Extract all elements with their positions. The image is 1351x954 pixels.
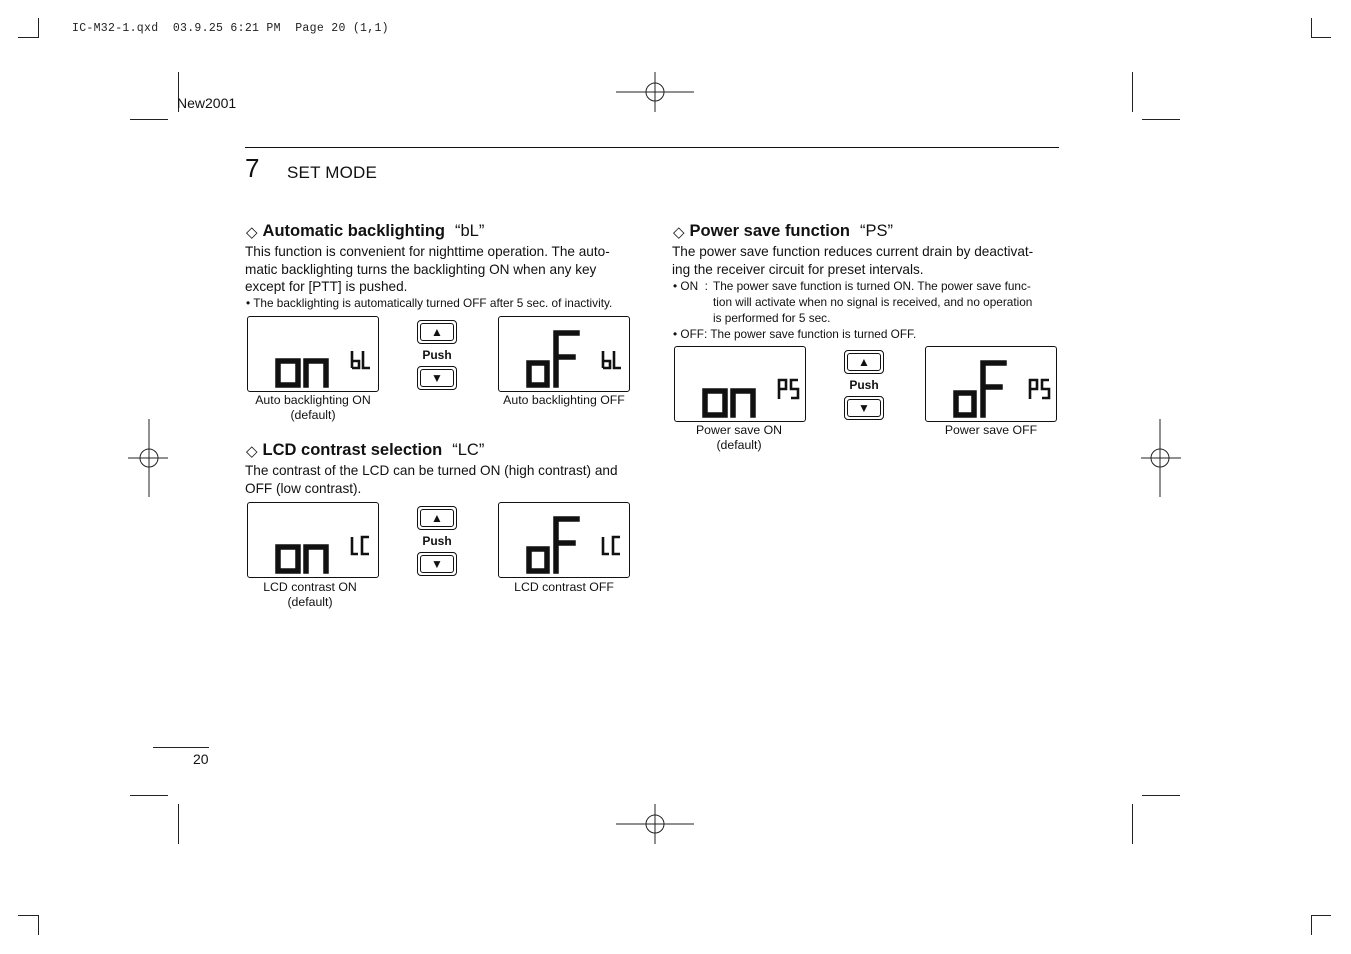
bullet-label: • ON :: [673, 279, 708, 293]
section-code: “bL”: [454, 222, 485, 240]
backlighting-note: • The backlighting is automatically turned OFF after 5 sec. of inactivity.: [246, 296, 613, 310]
lcd-sub-lc: [603, 537, 620, 554]
up-key[interactable]: [417, 320, 457, 344]
lcd-display-powersave-off: [925, 346, 1057, 422]
section-code: “LC”: [452, 441, 485, 459]
up-arrow-icon: ▲: [847, 353, 881, 371]
section-title: Power save function: [689, 222, 851, 240]
powersave-bullet-on: [673, 278, 1059, 326]
up-down-keys: [417, 506, 459, 576]
section-heading-powersave: [673, 222, 893, 241]
lcd-digits-off: [956, 363, 1004, 415]
text-line: The contrast of the LCD can be turned ON (high contrast) and: [245, 463, 618, 478]
lcd-sub-bl: [603, 351, 621, 368]
section-code: “PS”: [860, 222, 894, 240]
lcd-display-contrast-on: [247, 502, 379, 578]
caption-contrast-off: LCD contrast OFF: [514, 580, 614, 594]
caption-line: (default): [716, 438, 762, 452]
push-label: Push: [849, 378, 879, 392]
lcd-sub-lc: [352, 537, 369, 554]
up-arrow-icon: ▲: [420, 323, 454, 341]
push-label: Push: [422, 348, 452, 362]
lcd-digits-off: [529, 333, 577, 385]
lcd-display-contrast-off: [498, 502, 630, 578]
down-key[interactable]: [844, 396, 884, 420]
up-key[interactable]: [844, 350, 884, 374]
print-slug: IC-M32-1.qxd 03.9.25 6:21 PM Page 20 (1,1): [72, 22, 389, 35]
lcd-sub-ps: [1030, 380, 1049, 399]
section-heading-backlighting: [246, 222, 484, 241]
text-line: OFF (low contrast).: [245, 480, 362, 496]
push-label: Push: [422, 534, 452, 548]
text-line: This function is convenient for nighttime operation. The auto-: [245, 244, 610, 259]
down-key[interactable]: [417, 366, 457, 390]
text-line: matic backlighting turns the backlighting ON when any key: [245, 261, 597, 277]
text-line: except for [PTT] is pushed.: [245, 279, 408, 294]
text-line: is performed for 5 sec.: [713, 311, 831, 325]
chapter-title: SET MODE: [287, 163, 378, 182]
footer-rule: [153, 747, 209, 748]
diamond-icon: ◇: [246, 442, 258, 460]
lcd-sub-bl: [352, 351, 370, 368]
contrast-description: [245, 462, 632, 497]
down-arrow-icon: ▼: [420, 369, 454, 387]
lcd-digits-on: [278, 361, 326, 385]
registration-mark: [128, 419, 168, 497]
caption-contrast-on: [230, 580, 390, 610]
up-key[interactable]: [417, 506, 457, 530]
down-arrow-icon: ▼: [420, 555, 454, 573]
lcd-digits-on: [705, 391, 753, 415]
section-heading-contrast: [246, 441, 484, 460]
up-arrow-icon: ▲: [420, 509, 454, 527]
powersave-description: [672, 243, 1059, 278]
section-title: LCD contrast selection: [262, 441, 443, 459]
caption-backlight-off: Auto backlighting OFF: [503, 393, 625, 407]
lcd-display-backlight-off: [498, 316, 630, 392]
caption-line: LCD contrast ON: [263, 580, 357, 594]
powersave-bullet-off: • OFF: The power save function is turned OFF.: [673, 327, 917, 341]
caption-line: (default): [287, 595, 333, 609]
revision-marker: New2001: [177, 95, 237, 111]
lcd-digits-on: [278, 547, 326, 571]
text-line: The power save function is turned ON. The power save func-: [713, 279, 1031, 293]
backlighting-description: [245, 243, 632, 296]
header-rule: [245, 147, 1059, 148]
caption-line: Auto backlighting ON: [255, 393, 371, 407]
text-line: tion will activate when no signal is received, and no operation: [713, 295, 1033, 309]
diamond-icon: ◇: [673, 223, 685, 241]
up-down-keys: [417, 320, 459, 390]
lcd-display-powersave-on: [674, 346, 806, 422]
lcd-digits-off: [529, 519, 577, 571]
caption-powersave-off: Power save OFF: [944, 423, 1038, 437]
text-line: ing the receiver circuit for preset intervals.: [672, 261, 924, 277]
lcd-display-backlight-on: [247, 316, 379, 392]
chapter-number: 7: [245, 153, 260, 183]
registration-mark: [616, 804, 694, 844]
registration-mark: [616, 72, 694, 112]
diamond-icon: ◇: [246, 223, 258, 241]
section-title: Automatic backlighting: [262, 222, 445, 240]
up-down-keys: [844, 350, 886, 420]
caption-line: (default): [290, 408, 336, 422]
down-key[interactable]: [417, 552, 457, 576]
text-line: The power save function reduces current drain by deactivat-: [672, 244, 1034, 259]
registration-mark: [1141, 419, 1181, 497]
caption-line: Power save ON: [695, 423, 783, 437]
lcd-sub-ps: [779, 380, 798, 399]
down-arrow-icon: ▼: [847, 399, 881, 417]
page-number: 20: [193, 751, 209, 767]
caption-backlight-on: [233, 393, 393, 423]
caption-powersave-on: [659, 423, 819, 453]
